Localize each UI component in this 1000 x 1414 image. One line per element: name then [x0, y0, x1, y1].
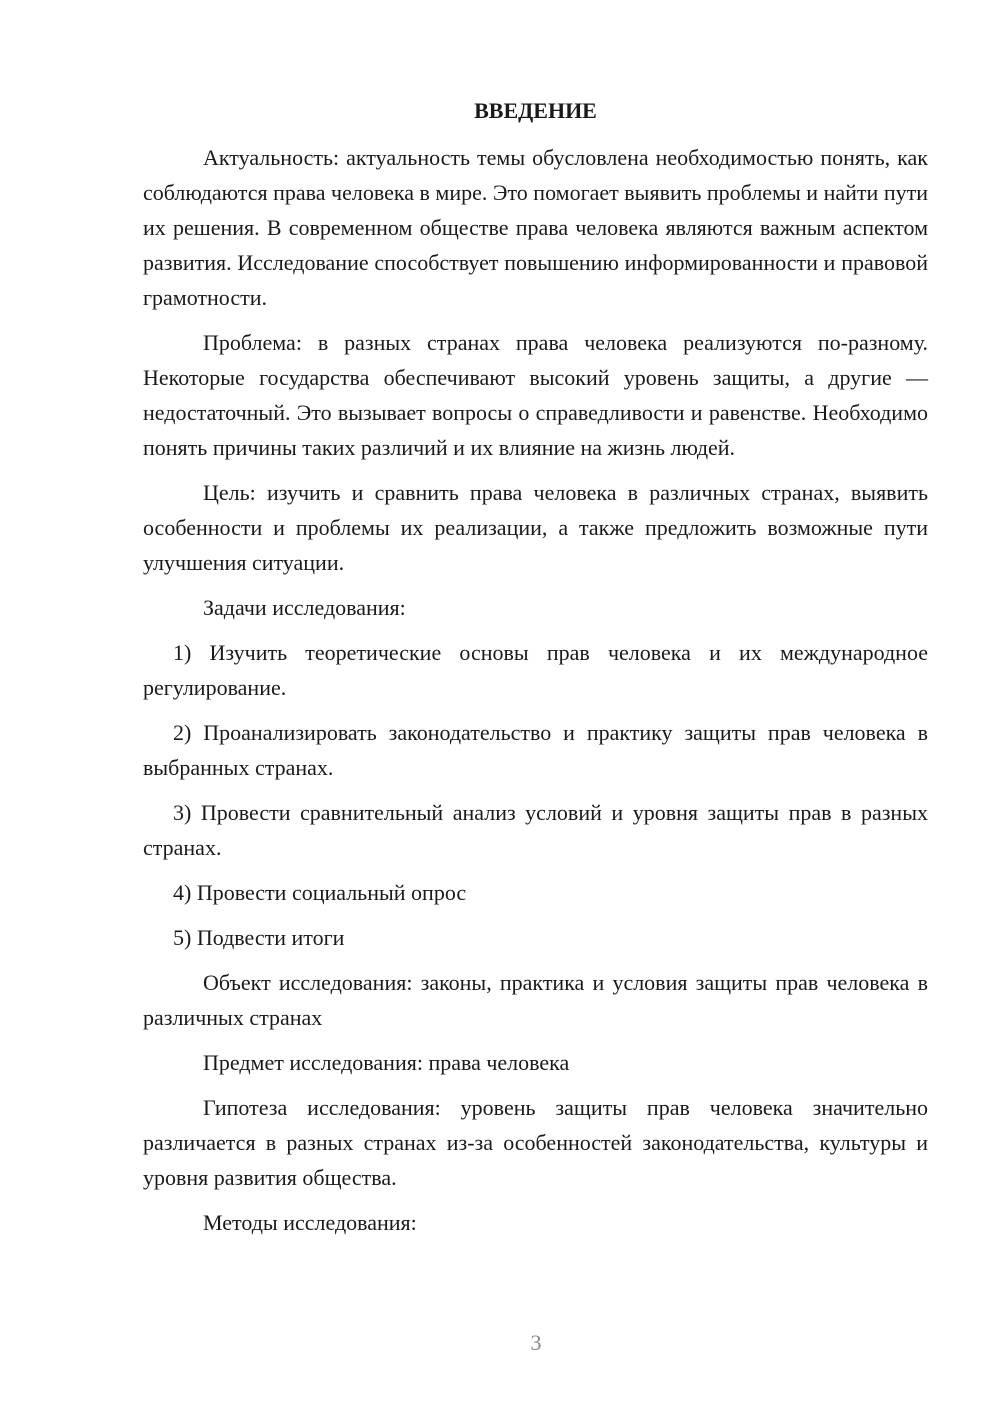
- task-item-2: 2) Проанализировать законодательство и практику защиты прав человека в выбранных странах.: [143, 720, 928, 780]
- problem-paragraph: Проблема: в разных странах права человека реализуются по-разному. Некоторые государства обеспечивают высокий уровень защиты, а другие — недостаточный. Это вызывает вопросы о справедливости и равенстве. Необходимо понять причины таких различий и их влияние на жизнь людей.: [143, 330, 928, 460]
- tasks-heading: Задачи исследования:: [203, 595, 406, 620]
- relevance-paragraph: Актуальность: актуальность темы обусловлена необходимостью понять, как соблюдаются права человека в мире. Это помогает выявить проблемы и найти пути их решения. В современном обществе права человека являются важным аспектом развития. Исследование способствует повышению информированности и правовой грамотности.: [143, 145, 928, 310]
- section-title: ВВЕДЕНИЕ: [474, 98, 597, 123]
- task-item-5: 5) Подвести итоги: [173, 925, 345, 950]
- task-item-3: 3) Провести сравнительный анализ условий и уровня защиты прав в разных странах.: [143, 800, 928, 860]
- object-paragraph: Объект исследования: законы, практика и условия защиты прав человека в различных странах: [143, 970, 928, 1030]
- subject-paragraph: Предмет исследования: права человека: [203, 1050, 570, 1075]
- methods-heading: Методы исследования:: [203, 1210, 417, 1235]
- task-item-4: 4) Провести социальный опрос: [173, 880, 467, 905]
- goal-paragraph: Цель: изучить и сравнить права человека в различных странах, выявить особенности и проблемы их реализации, а также предложить возможные пути улучшения ситуации.: [143, 480, 928, 575]
- task-item-1: 1) Изучить теоретические основы прав человека и их международное регулирование.: [143, 640, 928, 700]
- hypothesis-paragraph: Гипотеза исследования: уровень защиты прав человека значительно различается в разных странах из-за особенностей законодательства, культуры и уровня развития общества.: [143, 1095, 928, 1190]
- document-page: [143, 94, 928, 1250]
- page-number: 3: [530, 1330, 542, 1355]
